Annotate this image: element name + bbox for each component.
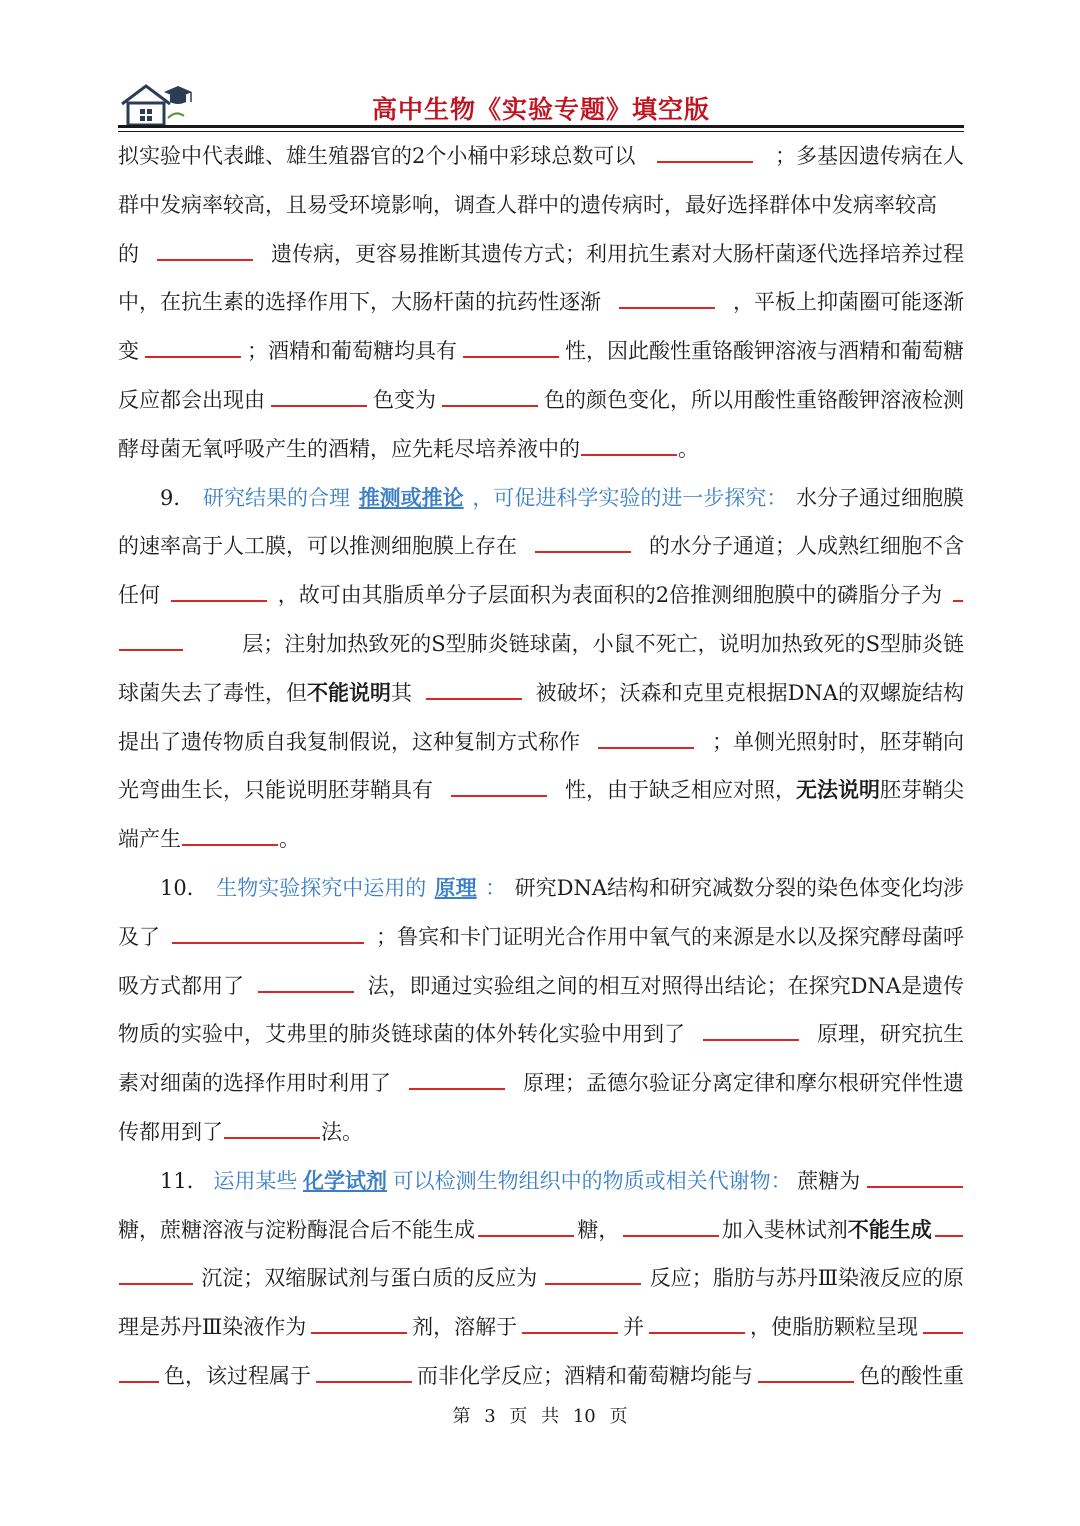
- topic-text: 运用某些: [213, 1168, 298, 1193]
- text-segment: ；多基因遗传病在人: [774, 144, 964, 168]
- page-title: 高中生物《实验专题》填空版: [371, 95, 710, 124]
- blank-line: [657, 143, 753, 163]
- blank-line: [867, 1168, 963, 1188]
- text-line: [118, 766, 964, 815]
- text-segment: 群中发病率较高，且易受环境影响，调查人群中的遗传病时，最好选择群体中发病率较高: [118, 192, 937, 217]
- text-segment: 的水分子通道；人成熟红细胞不含: [649, 534, 964, 559]
- text-segment: 反应都会出现由: [118, 387, 265, 412]
- text-line: [118, 376, 964, 425]
- text-segment: 法，即通过实验组之间的相互对照得出结论；在探究DNA是遗传: [367, 973, 964, 998]
- text-segment: 理是苏丹Ⅲ染液作为: [118, 1315, 307, 1340]
- blank-line: [935, 1217, 963, 1237]
- topic-text: 生物实验探究中运用的: [216, 875, 427, 900]
- text-segment: 变: [118, 339, 139, 364]
- blank-line: [649, 1314, 745, 1334]
- blank-line: [598, 729, 694, 749]
- question-number: 9．: [160, 485, 195, 510]
- text-line: [118, 1206, 964, 1255]
- text-segment: 端产生: [118, 827, 181, 852]
- blank-line: [311, 1314, 407, 1334]
- topic-text: 可以检测生物组织中的物质或相关代谢物：: [392, 1168, 792, 1193]
- blank-line: [426, 680, 522, 700]
- page-footer: 第 3 页 共 10 页: [452, 1406, 628, 1427]
- blank-line: [157, 241, 253, 261]
- text-segment: ，平板上抑菌圈可能逐渐: [733, 290, 964, 315]
- text-segment: 剂，溶解于: [412, 1315, 518, 1340]
- text-segment: 原理，研究抗生: [817, 1022, 964, 1047]
- text-line: [118, 718, 964, 767]
- blank-line: [953, 582, 963, 602]
- blank-line: [119, 631, 183, 651]
- text-line: [118, 815, 964, 864]
- text-line: [118, 425, 964, 474]
- text-line: [118, 1303, 964, 1352]
- text-segment: 研究DNA结构和研究减数分裂的染色体变化均涉: [514, 875, 964, 900]
- text-segment: 遗传病，更容易推断其遗传方式；利用抗生素对大肠杆菌逐代选择培养过程: [271, 241, 964, 266]
- text-segment: 的: [118, 241, 139, 266]
- header-rule-thick: [118, 125, 964, 128]
- text-line: [118, 1254, 964, 1303]
- question-10-heading: [118, 864, 964, 913]
- text-segment: 沉淀；双缩脲试剂与蛋白质的反应为: [201, 1266, 538, 1291]
- text-segment: 传都用到了: [118, 1119, 223, 1144]
- text-line: [118, 278, 964, 327]
- blank-line: [119, 1265, 193, 1285]
- text-segment: 色的酸性重: [859, 1363, 964, 1388]
- text-line: [118, 230, 964, 279]
- text-segment: 而非化学反应；酒精和葡萄糖均能与: [417, 1363, 753, 1388]
- text-segment: 任何: [118, 583, 160, 608]
- emphasis-text: 不能说明: [307, 679, 391, 705]
- blank-line: [271, 387, 367, 407]
- text-line: [118, 620, 964, 669]
- topic-text: ：: [485, 875, 507, 900]
- blank-line: [442, 387, 538, 407]
- text-line: [118, 1108, 964, 1157]
- text-segment: 光弯曲生长，只能说明胚芽鞘具有: [118, 778, 433, 803]
- emphasis-text: 不能生成: [847, 1216, 932, 1242]
- text-segment: 色变为: [373, 387, 436, 412]
- blank-line: [224, 1119, 320, 1139]
- text-line: [118, 571, 964, 620]
- blank-line: [409, 1070, 505, 1090]
- text-segment: 反应；脂肪与苏丹Ⅲ染液反应的原: [649, 1266, 964, 1291]
- text-segment: 加入斐林试剂: [721, 1217, 848, 1242]
- text-segment: 色，该过程属于: [164, 1363, 311, 1388]
- text-segment: 糖，蔗糖溶液与淀粉酶混合后不能生成: [118, 1217, 475, 1242]
- text-segment: ；鲁宾和卡门证明光合作用中氧气的来源是水以及探究酵母菌呼: [376, 924, 964, 949]
- text-segment: 被破坏；沃森和克里克根据DNA的双螺旋结构: [535, 680, 964, 705]
- text-segment: 胚芽鞘尖: [880, 778, 964, 803]
- text-line: [118, 1010, 964, 1059]
- text-segment: 法。: [321, 1119, 363, 1144]
- text-line: [118, 1352, 964, 1401]
- text-segment: 。: [279, 827, 300, 852]
- topic-keyword: 原理: [434, 874, 477, 900]
- text-segment: 吸方式都用了: [118, 973, 244, 998]
- blank-line: [258, 973, 354, 993]
- text-line: [118, 132, 964, 181]
- text-segment: 球菌失去了毒性，但: [118, 680, 307, 705]
- text-segment: 物质的实验中，艾弗里的肺炎链球菌的体外转化实验中用到了: [118, 1022, 685, 1047]
- text-segment: 糖，: [577, 1217, 620, 1242]
- text-segment: 拟实验中代表雌、雄生殖器官的2个小桶中彩球总数可以: [118, 144, 636, 168]
- text-segment: 色的颜色变化，所以用酸性重铬酸钾溶液检测: [544, 387, 964, 412]
- text-segment: 酵母菌无氧呼吸产生的酒精，应先耗尽培养液中的: [118, 436, 580, 461]
- blank-line: [119, 1363, 159, 1383]
- blank-line: [182, 826, 278, 846]
- text-line: [118, 669, 964, 718]
- question-11-heading: [118, 1157, 964, 1206]
- document-body: [118, 132, 964, 1401]
- blank-line: [463, 338, 559, 358]
- text-line: [118, 1059, 964, 1108]
- text-line: [118, 327, 964, 376]
- blank-line: [478, 1217, 574, 1237]
- blank-line: [172, 924, 364, 944]
- blank-line: [581, 436, 677, 456]
- blank-line: [923, 1314, 963, 1334]
- text-segment: ，故可由其脂质单分子层面积为表面积的2倍推测细胞膜中的磷脂分子为: [277, 583, 943, 608]
- text-segment: 性，由于缺乏相应对照，: [565, 778, 796, 803]
- blank-line: [623, 1217, 719, 1237]
- blank-line: [535, 533, 631, 553]
- blank-line: [171, 582, 267, 602]
- text-segment: 并: [623, 1315, 645, 1340]
- text-segment: 层；注射加热致死的S型肺炎链球菌，小鼠不死亡，说明加热致死的S型肺炎链: [242, 631, 964, 656]
- blank-line: [619, 289, 715, 309]
- topic-text: 研究结果的合理: [203, 485, 351, 510]
- blank-line: [545, 1265, 641, 1285]
- text-line: [118, 522, 964, 571]
- emphasis-text: 无法说明: [796, 777, 880, 803]
- blank-line: [758, 1363, 854, 1383]
- text-segment: 素对细菌的选择作用时利用了: [118, 1071, 391, 1096]
- topic-keyword: 化学试剂: [303, 1167, 388, 1193]
- topic-keyword: 推测或推论: [358, 484, 464, 510]
- text-segment: 性，因此酸性重铬酸钾溶液与酒精和葡萄糖: [565, 339, 964, 364]
- topic-text: ，可促进科学实验的进一步探究：: [472, 485, 788, 510]
- text-segment: 蔗糖为: [797, 1168, 861, 1193]
- blank-line: [451, 777, 547, 797]
- blank-line: [145, 338, 241, 358]
- text-segment: 水分子通过细胞膜: [796, 485, 964, 510]
- text-segment: 及了: [118, 924, 160, 949]
- question-number: 11．: [160, 1168, 208, 1193]
- text-segment: ；酒精和葡萄糖均具有: [247, 339, 457, 364]
- text-segment: ；单侧光照射时，胚芽鞘向: [712, 729, 964, 754]
- blank-line: [316, 1363, 412, 1383]
- text-segment: 的速率高于人工膜，可以推测细胞膜上存在: [118, 534, 517, 559]
- text-segment: ，使脂肪颗粒呈现: [749, 1315, 918, 1340]
- text-segment: 原理；孟德尔验证分离定律和摩尔根研究伴性遗: [523, 1071, 964, 1096]
- text-segment: 其: [391, 680, 412, 705]
- text-segment: 提出了遗传物质自我复制假说，这种复制方式称作: [118, 729, 580, 754]
- question-9-heading: [118, 474, 964, 523]
- text-line: [118, 962, 964, 1011]
- text-line: [118, 913, 964, 962]
- question-number: 10．: [160, 875, 208, 900]
- text-segment: 中，在抗生素的选择作用下，大肠杆菌的抗药性逐渐: [118, 290, 601, 315]
- text-line: [118, 181, 964, 230]
- text-segment: 。: [678, 436, 699, 461]
- blank-line: [522, 1314, 618, 1334]
- blank-line: [703, 1021, 799, 1041]
